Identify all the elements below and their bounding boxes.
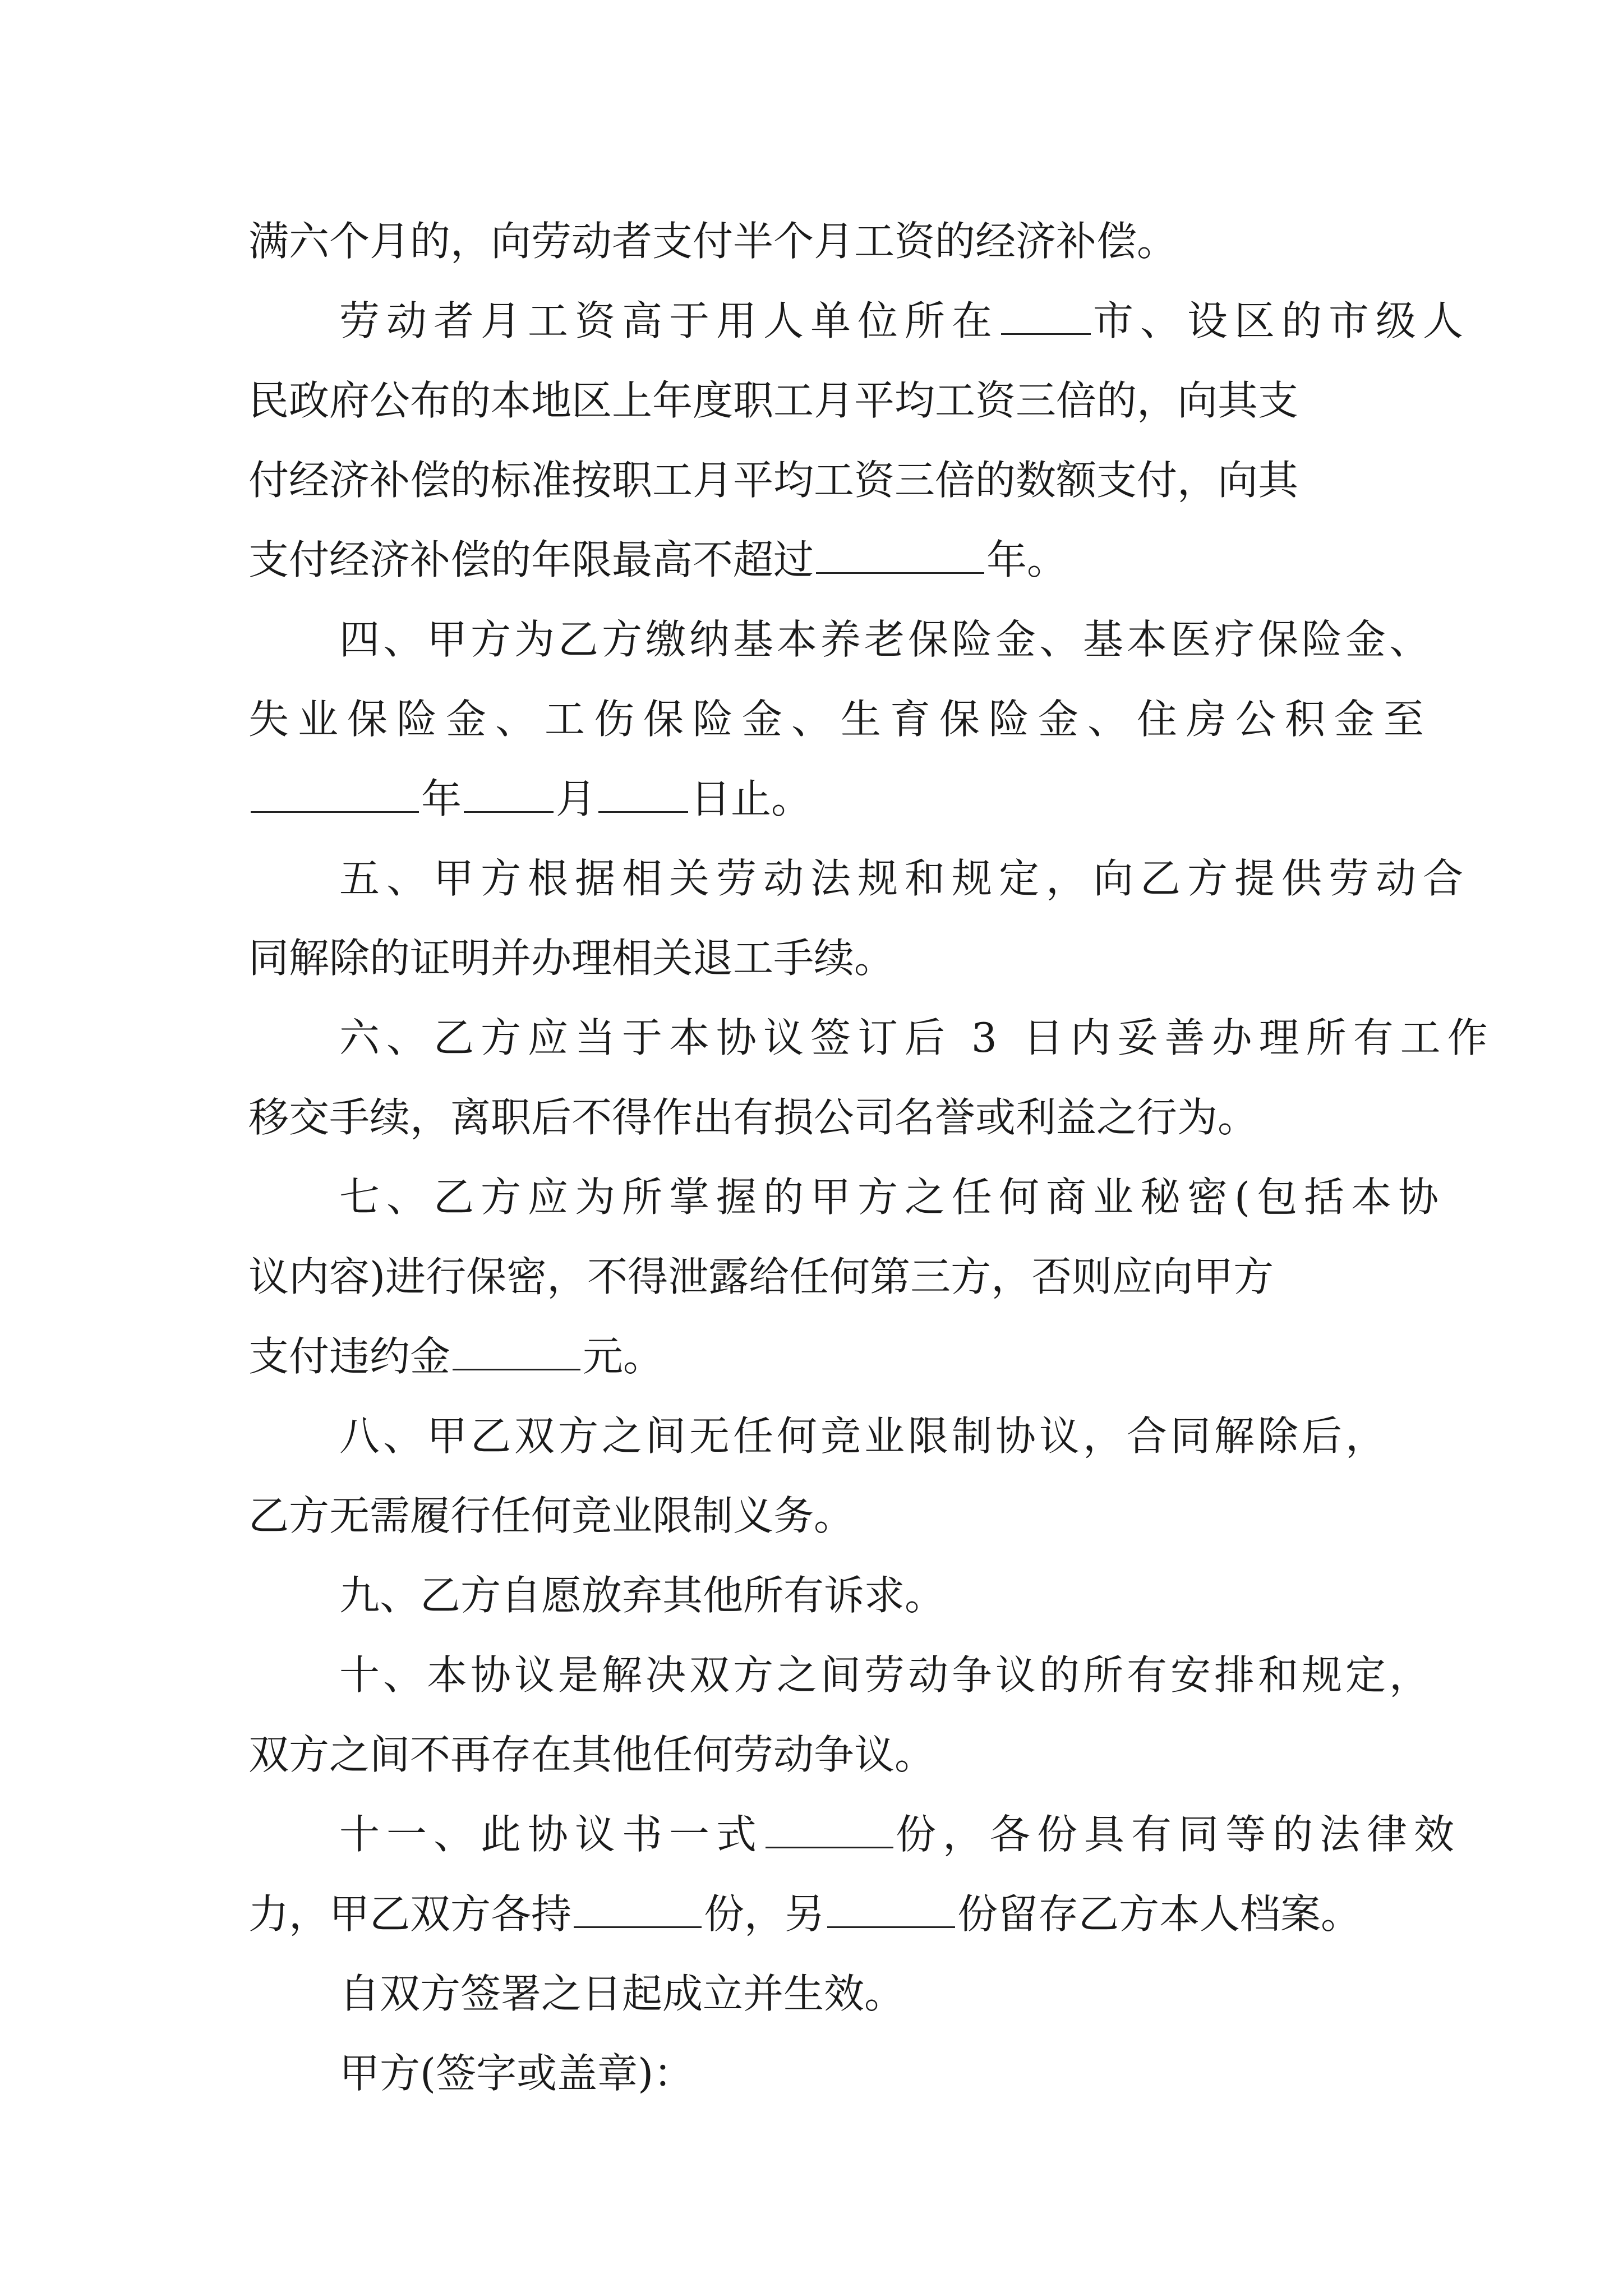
line-text: 支付经济补偿的年限最高不超过 <box>248 536 814 583</box>
paragraph-line <box>248 526 1398 593</box>
line-text: 市、设区的市级人 <box>1093 297 1470 344</box>
paragraph-line <box>248 765 1398 832</box>
line-text: 年。 <box>986 536 1068 583</box>
line-text: 年 <box>421 775 462 822</box>
paragraph-line <box>339 1004 1495 1071</box>
line-text: 自双方签署之日起成立并生效。 <box>339 1970 905 2017</box>
line-text: 满六个月的，向劳动者支付半个月工资的经济补偿。 <box>248 218 1178 265</box>
paragraph-line <box>339 606 1433 673</box>
paragraph-line <box>248 1880 1398 1948</box>
line-text: 六、乙方应当于本协议签订后 3 日内妥善办理所有工作 <box>339 1014 1495 1061</box>
line-text: 力，甲乙双方各持 <box>248 1890 572 1938</box>
paragraph-line <box>339 1801 1461 1868</box>
fill-in-blank[interactable] <box>574 1895 702 1928</box>
paragraph-line <box>248 1482 1398 1549</box>
paragraph-line <box>339 1562 1405 1629</box>
paragraph-line <box>248 685 1433 753</box>
paragraph-line <box>248 1721 1398 1788</box>
fill-in-blank[interactable] <box>816 541 984 574</box>
paragraph-line <box>339 1163 1446 1231</box>
line-text: 劳动者月工资高于用人单位所在 <box>339 297 999 344</box>
fill-in-blank[interactable] <box>453 1337 580 1370</box>
fill-in-blank[interactable] <box>598 780 688 813</box>
line-text: 失业保险金、工伤保险金、生育保险金、住房公积金至 <box>248 696 1433 743</box>
line-text: 支付违约金 <box>248 1333 451 1380</box>
line-text: 份，另 <box>704 1890 826 1938</box>
line-text: 日止。 <box>690 775 812 822</box>
paragraph-line <box>339 845 1470 912</box>
signature-label: 甲方(签字或盖章)： <box>339 2050 694 2097</box>
line-text: 乙方无需履行任何竞业限制义务。 <box>248 1492 855 1539</box>
paragraph-line <box>339 1402 1405 1470</box>
fill-in-blank[interactable] <box>827 1895 955 1928</box>
fill-in-blank[interactable] <box>1001 302 1091 335</box>
paragraph-line <box>248 1084 1398 1151</box>
line-text: 份，各份具有同等的法律效 <box>896 1811 1461 1858</box>
paragraph-line <box>248 1243 1398 1310</box>
paragraph-line <box>339 287 1470 355</box>
paragraph-line <box>339 1960 1405 2027</box>
line-text: 双方之间不再存在其他任何劳动争议。 <box>248 1731 935 1778</box>
paragraph-line <box>248 924 1398 992</box>
line-text: 元。 <box>583 1333 664 1380</box>
line-text: 同解除的证明并办理相关退工手续。 <box>248 935 895 982</box>
paragraph-line <box>248 1323 1398 1390</box>
paragraph-line <box>248 447 1398 514</box>
line-text: 九、乙方自愿放弃其他所有诉求。 <box>339 1572 946 1619</box>
fill-in-blank[interactable] <box>766 1815 893 1848</box>
line-text: 付经济补偿的标准按职工月平均工资三倍的数额支付，向其 <box>248 457 1299 504</box>
line-text: 四、甲方为乙方缴纳基本养老保险金、基本医疗保险金、 <box>339 616 1433 663</box>
line-text: 份留存乙方本人档案。 <box>957 1890 1362 1938</box>
line-text: 十一、此协议书一式 <box>339 1811 764 1858</box>
line-text: 七、乙方应为所掌握的甲方之任何商业秘密(包括本协 <box>339 1174 1446 1221</box>
line-text: 民政府公布的本地区上年度职工月平均工资三倍的，向其支 <box>248 377 1299 424</box>
fill-in-blank[interactable] <box>251 780 419 813</box>
line-text: 十、本协议是解决双方之间劳动争议的所有安排和规定， <box>339 1651 1433 1699</box>
paragraph-line <box>248 208 1398 275</box>
line-text: 八、甲乙双方之间无任何竞业限制协议，合同解除后， <box>339 1412 1390 1460</box>
signature-line <box>339 2040 1405 2107</box>
line-text: 月 <box>556 775 597 822</box>
fill-in-blank[interactable] <box>464 780 554 813</box>
paragraph-line <box>248 367 1398 434</box>
line-text: 五、甲方根据相关劳动法规和规定，向乙方提供劳动合 <box>339 855 1470 902</box>
line-text: 移交手续，离职后不得作出有损公司名誉或利益之行为。 <box>248 1094 1258 1141</box>
paragraph-line <box>339 1641 1433 1709</box>
line-text: 议内容)进行保密，不得泄露给任何第三方，否则应向甲方 <box>248 1253 1274 1300</box>
